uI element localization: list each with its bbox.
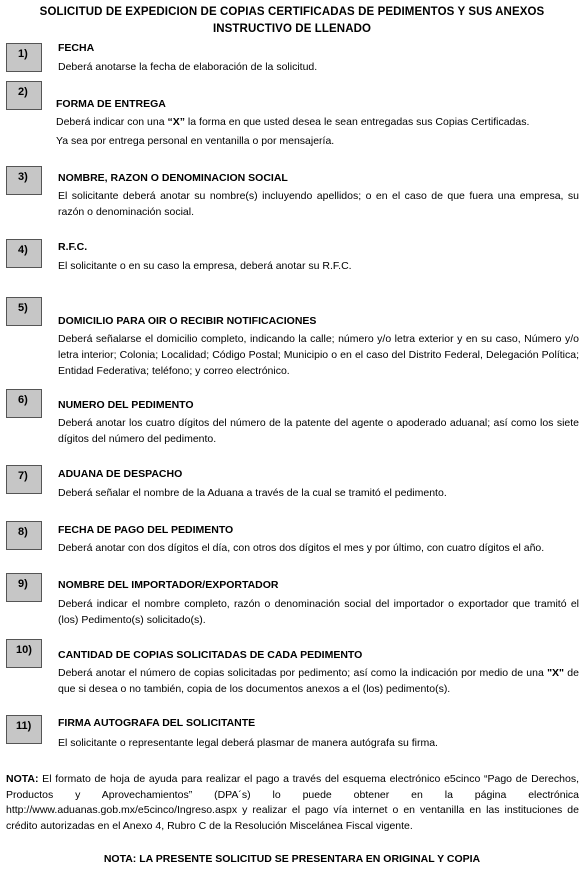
item-heading: NOMBRE, RAZON O DENOMINACION SOCIAL [58,172,288,184]
item-description: Deberá indicar el nombre completo, razón o denominación social del importador o exportador que tramitó el (los) Pedimento(s) solicitado(s). [58,598,579,626]
item-heading: ADUANA DE DESPACHO [58,468,183,480]
item-heading: NOMBRE DEL IMPORTADOR/EXPORTADOR [58,579,279,591]
item-description: Deberá señalar el nombre de la Aduana a través de la cual se tramitó el pedimento. [58,487,447,499]
item-heading: FECHA DE PAGO DEL PEDIMENTO [58,524,234,536]
document-title: SOLICITUD DE EXPEDICION DE COPIAS CERTIFICADAS DE PEDIMENTOS Y SUS ANEXOS [39,6,545,18]
item-number-box: 10) [6,639,42,668]
item-description: Deberá anotar el número de copias solicitadas por pedimento; así como la indicación por medio de una "X" de que si desea o no también, copia de los documentos anexos a el (los) pedimento(s). [58,667,579,695]
document-subtitle: INSTRUCTIVO DE LLENADO [212,23,372,35]
item-description: Deberá anotar con dos dígitos el día, con otros dos dígitos el mes y por último, con cuatro dígitos el año. [58,542,545,554]
item-description: El solicitante o representante legal deberá plasmar de manera autógrafa su firma. [58,737,438,749]
item-description: El solicitante o en su caso la empresa, deberá anotar su R.F.C. [58,260,352,272]
payment-note: NOTA: El formato de hoja de ayuda para realizar el pago a través del esquema electrónico e5cinco “Pago de Derechos, Productos y Aprovechamientos” (DPA´s) lo puede obtener en la página electrónica http://www.aduanas.gob.mx/e5cinco/Ingreso.aspx y realizar el pago vía internet o en ventanilla en las instituciones de crédito autorizadas en el Anexo 4, Rubro C de la Resolución Miscelánea Fiscal vigente. [6,773,579,832]
item-heading: DOMICILIO PARA OIR O RECIBIR NOTIFICACIONES [58,315,317,327]
item-heading: FORMA DE ENTREGA [56,98,166,110]
item-number-box: 5) [6,297,42,326]
item-number-box: 4) [6,239,42,268]
item-description: Deberá indicar con una “X” la forma en que usted desea le sean entregadas sus Copias Certificadas. [56,116,530,128]
item-heading: FIRMA AUTOGRAFA DEL SOLICITANTE [58,717,256,729]
item-heading: NUMERO DEL PEDIMENTO [58,399,194,411]
item-description: Deberá anotar los cuatro dígitos del número de la patente del agente o apoderado aduanal; así como los siete dígitos del número del pedimento. [58,417,579,445]
final-note: NOTA: LA PRESENTE SOLICITUD SE PRESENTARA EN ORIGINAL Y COPIA [103,853,481,865]
item-number-box: 2) [6,81,42,110]
item-description: Ya sea por entrega personal en ventanilla o por mensajería. [56,135,335,147]
item-heading: FECHA [58,42,95,54]
item-number-box: 7) [6,465,42,494]
item-number-box: 9) [6,573,42,602]
item-heading: CANTIDAD DE COPIAS SOLICITADAS DE CADA PEDIMENTO [58,649,363,661]
item-description: El solicitante deberá anotar su nombre(s) incluyendo apellidos; o en el caso de que fuera una empresa, su razón o denominación social. [58,190,579,218]
item-number-box: 6) [6,389,42,418]
item-heading: R.F.C. [58,241,88,253]
item-number-box: 8) [6,521,42,550]
item-number-box: 11) [6,715,42,744]
item-number-box: 3) [6,166,42,195]
item-number-box: 1) [6,43,42,72]
item-description: Deberá señalarse el domicilio completo, indicando la calle; número y/o letra exterior y en su caso, Número y/o letra interior; Colonia; Localidad; Código Postal; Municipio o en el caso del Distrito Federal, Delegación Política; Entidad Federativa; teléfono; y correo electrónico. [58,333,579,377]
item-description: Deberá anotarse la fecha de elaboración de la solicitud. [58,61,318,73]
